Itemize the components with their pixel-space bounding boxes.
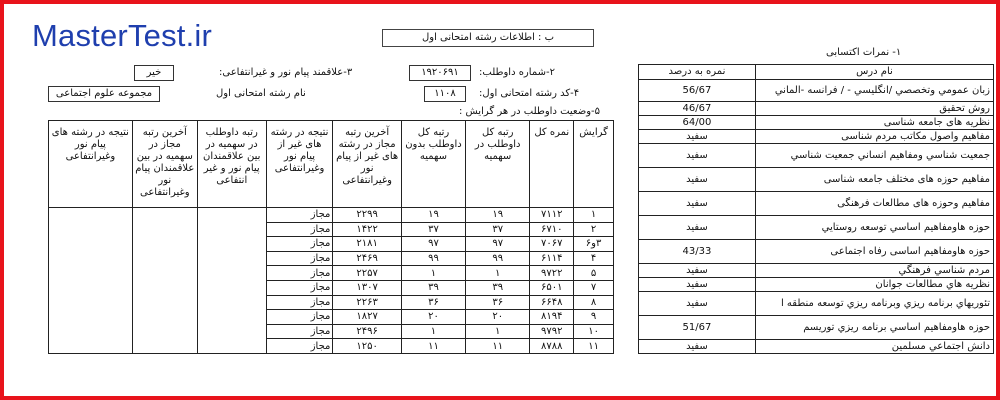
cell-rank-no-quota: ۹۷ bbox=[401, 237, 465, 252]
course-name: جمعيت شناسي ومفاهيم انساني جمعيت شناسي bbox=[755, 144, 993, 168]
cell-rank-no-quota: ۱۹ bbox=[401, 208, 465, 223]
site-logo: MasterTest.ir bbox=[32, 18, 213, 53]
grades-row bbox=[639, 278, 994, 292]
cell-branch: ۵ bbox=[574, 266, 614, 281]
cell-result: مجاز bbox=[266, 310, 333, 325]
cell-branch: ۱ bbox=[574, 208, 614, 223]
grades-header-name: نام درس bbox=[755, 65, 993, 80]
cell-total-score: ۶۶۴۸ bbox=[530, 295, 574, 310]
cell-result-pn bbox=[49, 208, 133, 354]
header-branch: گرایش bbox=[574, 121, 614, 208]
field-name-value: مجموعه علوم اجتماعی bbox=[48, 86, 160, 102]
cell-branch: ۹ bbox=[574, 310, 614, 325]
cell-rank-no-quota: ۳۹ bbox=[401, 280, 465, 295]
cell-last-rank: ۱۸۲۷ bbox=[333, 310, 401, 325]
cell-rank-quota: ۱۹ bbox=[466, 208, 530, 223]
grades-row bbox=[639, 292, 994, 316]
cell-rank-quota: ۱ bbox=[466, 266, 530, 281]
applicant-number-value: ۱۹۲۰۶۹۱ bbox=[409, 65, 471, 81]
course-name: حوزه هاومفاهیم اساسی رفاه اجتماعی bbox=[755, 240, 993, 264]
cell-total-score: ۷۱۱۲ bbox=[530, 208, 574, 223]
grades-row bbox=[639, 130, 994, 144]
header-result: نتیجه در رشته های غیر از پیام نور وغیرانتفاعی bbox=[266, 121, 333, 208]
cell-total-score: ۹۷۲۲ bbox=[530, 266, 574, 281]
cell-total-score: ۸۱۹۴ bbox=[530, 310, 574, 325]
course-score: سفید bbox=[639, 264, 756, 278]
cell-last-rank: ۱۴۲۲ bbox=[333, 222, 401, 237]
cell-branch: ۱۰ bbox=[574, 324, 614, 339]
field-name-label: نام رشته امتحانی اول bbox=[216, 88, 306, 99]
course-score: سفید bbox=[639, 130, 756, 144]
header-total-score: نمره کل bbox=[530, 121, 574, 208]
results-row bbox=[49, 208, 614, 223]
course-name: مردم شناسي فرهنگي bbox=[755, 264, 993, 278]
cell-rank-no-quota: ۳۷ bbox=[401, 222, 465, 237]
cell-result: مجاز bbox=[266, 280, 333, 295]
grades-row bbox=[639, 102, 994, 116]
grades-row bbox=[639, 116, 994, 130]
cell-result: مجاز bbox=[266, 222, 333, 237]
cell-rank-quota: ۳۷ bbox=[466, 222, 530, 237]
course-score: سفید bbox=[639, 278, 756, 292]
grades-row bbox=[639, 144, 994, 168]
grades-header-score: نمره به درصد bbox=[639, 65, 756, 80]
course-score: 56/67 bbox=[639, 80, 756, 102]
cell-result: مجاز bbox=[266, 208, 333, 223]
header-rank-pn: رتبه داوطلب در سهمیه در بین علاقمندان پیام نور و غیر انتفاعی bbox=[197, 121, 266, 208]
cell-last-rank: ۱۳۰۷ bbox=[333, 280, 401, 295]
cell-rank-quota: ۱ bbox=[466, 324, 530, 339]
course-name: مفاهیم حوزه های مختلف جامعه شناسی bbox=[755, 168, 993, 192]
course-name: روش تحقيق bbox=[755, 102, 993, 116]
cell-result: مجاز bbox=[266, 295, 333, 310]
course-score: سفید bbox=[639, 192, 756, 216]
course-score: سفید bbox=[639, 168, 756, 192]
cell-rank-quota: ۲۰ bbox=[466, 310, 530, 325]
course-name: دانش اجتماعي مسلمين bbox=[755, 340, 993, 354]
cell-total-score: ۶۷۱۰ bbox=[530, 222, 574, 237]
course-score: 64/00 bbox=[639, 116, 756, 130]
cell-rank-no-quota: ۱ bbox=[401, 266, 465, 281]
grades-row bbox=[639, 340, 994, 354]
cell-rank-quota: ۳۶ bbox=[466, 295, 530, 310]
header-last-rank: آخرین رتبه مجاز در رشته های غیر از پیام نور وغیرانتفاعی bbox=[333, 121, 401, 208]
course-score: سفید bbox=[639, 292, 756, 316]
results-table bbox=[48, 120, 614, 354]
grades-title: ۱- نمرات اکتسابی bbox=[826, 47, 902, 58]
course-name: زبان عمومي وتخصصي /انگليسي - / فرانسه -الماني bbox=[755, 80, 993, 102]
results-header-row bbox=[49, 121, 614, 208]
cell-rank-no-quota: ۱ bbox=[401, 324, 465, 339]
grades-row bbox=[639, 264, 994, 278]
grades-table bbox=[638, 64, 994, 354]
cell-branch: ۳و۶ bbox=[574, 237, 614, 252]
grades-row bbox=[639, 316, 994, 340]
cell-total-score: ۶۵۰۱ bbox=[530, 280, 574, 295]
course-name: تئوريهاي برنامه ريزي وبرنامه ريزي توسعه منطقه ا bbox=[755, 292, 993, 316]
header-last-rank-pn: آخرین رتبه مجاز در سهمیه در بین علاقمندان پیام نور وغیرانتفاعی bbox=[132, 121, 197, 208]
course-score: 51/67 bbox=[639, 316, 756, 340]
cell-rank-quota: ۱۱ bbox=[466, 339, 530, 354]
cell-result: مجاز bbox=[266, 251, 333, 266]
cell-branch: ۸ bbox=[574, 295, 614, 310]
course-score: 46/67 bbox=[639, 102, 756, 116]
cell-last-rank: ۲۲۹۹ bbox=[333, 208, 401, 223]
section-title: ب : اطلاعات رشته امتحانی اول bbox=[382, 29, 594, 47]
cell-rank-quota: ۹۷ bbox=[466, 237, 530, 252]
cell-rank-no-quota: ۹۹ bbox=[401, 251, 465, 266]
course-name: حوزه هاومفاهيم اساسي برنامه ريزي توريسم bbox=[755, 316, 993, 340]
cell-last-rank: ۲۲۵۷ bbox=[333, 266, 401, 281]
status-label: ۵-وضعیت داوطلب در هر گرایش : bbox=[459, 106, 601, 117]
cell-result: مجاز bbox=[266, 237, 333, 252]
grades-row bbox=[639, 216, 994, 240]
cell-total-score: ۸۷۸۸ bbox=[530, 339, 574, 354]
cell-total-score: ۶۱۱۴ bbox=[530, 251, 574, 266]
header-rank-no-quota: رتبه کل داوطلب بدون سهمیه bbox=[401, 121, 465, 208]
course-score: سفید bbox=[639, 340, 756, 354]
grades-row bbox=[639, 80, 994, 102]
cell-rank-pn bbox=[197, 208, 266, 354]
cell-branch: ۷ bbox=[574, 280, 614, 295]
course-score: سفید bbox=[639, 144, 756, 168]
cell-total-score: ۷۰۶۷ bbox=[530, 237, 574, 252]
code-label: ۴-کد رشته امتحانی اول: bbox=[479, 88, 580, 99]
cell-last-rank-pn bbox=[132, 208, 197, 354]
cell-last-rank: ۱۲۵۰ bbox=[333, 339, 401, 354]
interest-label: ۳-علاقمند پیام نور و غیرانتفاعی: bbox=[219, 67, 353, 78]
grades-row bbox=[639, 192, 994, 216]
cell-branch: ۲ bbox=[574, 222, 614, 237]
cell-rank-no-quota: ۲۰ bbox=[401, 310, 465, 325]
course-score: 43/33 bbox=[639, 240, 756, 264]
course-score: سفید bbox=[639, 216, 756, 240]
cell-result: مجاز bbox=[266, 324, 333, 339]
header-result-pn: نتیجه در رشته های پیام نور وغیرانتفاعی bbox=[49, 121, 133, 208]
cell-rank-no-quota: ۳۶ bbox=[401, 295, 465, 310]
course-name: نظریه های جامعه شناسی bbox=[755, 116, 993, 130]
cell-last-rank: ۲۱۸۱ bbox=[333, 237, 401, 252]
cell-result: مجاز bbox=[266, 339, 333, 354]
cell-last-rank: ۲۲۶۳ bbox=[333, 295, 401, 310]
course-name: حوزه هاومفاهيم اساسي توسعه روستايي bbox=[755, 216, 993, 240]
cell-total-score: ۹۷۹۲ bbox=[530, 324, 574, 339]
grades-header-row bbox=[639, 65, 994, 80]
course-name: نظريه هاي مطالعات جوانان bbox=[755, 278, 993, 292]
course-name: مفاهیم وحوزه های مطالعات فرهنگی bbox=[755, 192, 993, 216]
cell-last-rank: ۲۴۶۹ bbox=[333, 251, 401, 266]
header-rank-quota: رتبه کل داوطلب در سهمیه bbox=[466, 121, 530, 208]
grades-row bbox=[639, 168, 994, 192]
cell-branch: ۱۱ bbox=[574, 339, 614, 354]
cell-rank-no-quota: ۱۱ bbox=[401, 339, 465, 354]
applicant-number-label: ۲-شماره داوطلب: bbox=[479, 67, 555, 78]
cell-branch: ۴ bbox=[574, 251, 614, 266]
cell-rank-quota: ۹۹ bbox=[466, 251, 530, 266]
code-value: ۱۱۰۸ bbox=[424, 86, 466, 102]
cell-rank-quota: ۳۹ bbox=[466, 280, 530, 295]
grades-row bbox=[639, 240, 994, 264]
course-name: مفاهیم واصول مکاتب مردم شناسی bbox=[755, 130, 993, 144]
cell-last-rank: ۲۴۹۶ bbox=[333, 324, 401, 339]
cell-result: مجاز bbox=[266, 266, 333, 281]
interest-value: خیر bbox=[134, 65, 174, 81]
